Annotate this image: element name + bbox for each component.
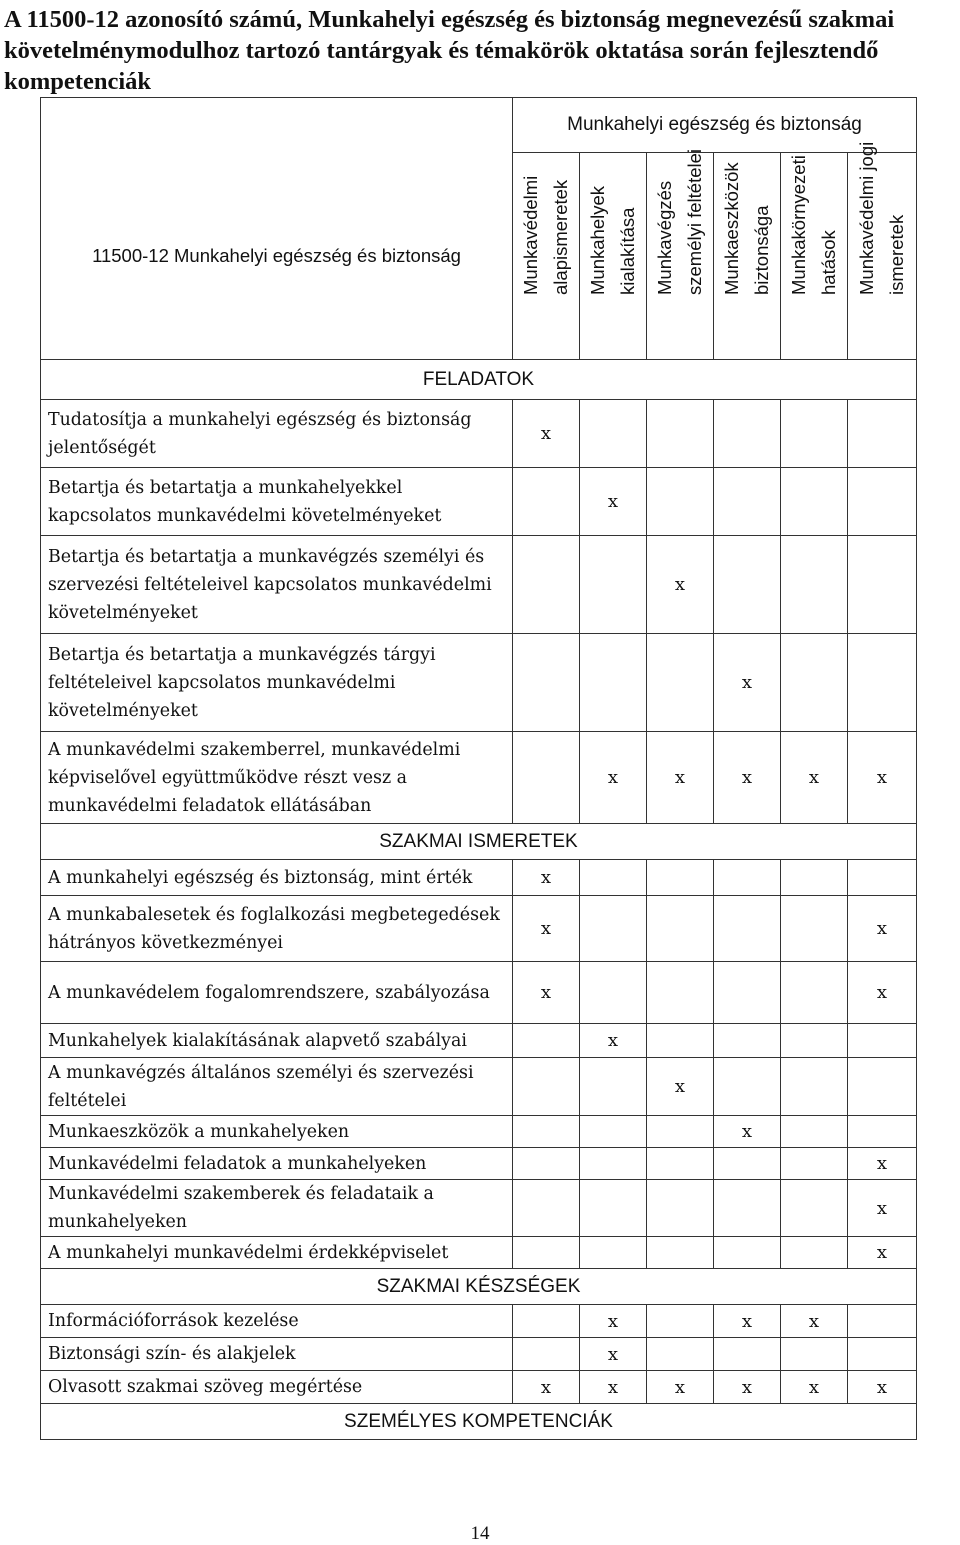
row-label: Információforrások kezelése <box>41 1305 513 1338</box>
mark-cell <box>714 1180 781 1237</box>
mark-cell <box>580 1148 647 1180</box>
mark-cell <box>647 1148 714 1180</box>
mark-cell <box>848 860 917 896</box>
mark-cell: x <box>848 1371 917 1404</box>
mark-cell <box>848 1116 917 1148</box>
mark-cell: x <box>580 1024 647 1058</box>
mark-cell: x <box>513 400 580 468</box>
mark-cell <box>848 1058 917 1116</box>
table-row <box>41 1058 917 1116</box>
mark-cell: x <box>513 1371 580 1404</box>
section-title: SZAKMAI ISMERETEK <box>41 824 917 860</box>
mark-cell <box>580 860 647 896</box>
mark-cell: x <box>647 732 714 824</box>
mark-cell <box>714 860 781 896</box>
mark-cell <box>781 1338 848 1371</box>
mark-cell <box>781 1180 848 1237</box>
mark-cell <box>714 1058 781 1116</box>
table-row <box>41 1024 917 1058</box>
column-header-line: Munkakörnyezeti <box>788 155 809 295</box>
mark-cell <box>781 860 848 896</box>
mark-cell <box>513 1180 580 1237</box>
table-row <box>41 962 917 1024</box>
mark-cell <box>580 536 647 634</box>
mark-cell <box>647 400 714 468</box>
mark-cell <box>513 1116 580 1148</box>
mark-cell: x <box>714 634 781 732</box>
mark-cell: x <box>513 860 580 896</box>
mark-cell <box>781 1024 848 1058</box>
table-row <box>41 732 917 824</box>
mark-cell: x <box>580 1305 647 1338</box>
mark-cell <box>647 634 714 732</box>
table-row <box>41 1116 917 1148</box>
table-row <box>41 1305 917 1338</box>
mark-cell <box>647 962 714 1024</box>
mark-cell <box>714 896 781 962</box>
mark-cell <box>513 1058 580 1116</box>
mark-cell: x <box>647 536 714 634</box>
mark-cell <box>580 896 647 962</box>
mark-cell: x <box>513 896 580 962</box>
mark-cell <box>580 1237 647 1269</box>
mark-cell <box>513 732 580 824</box>
column-header-line: biztonsága <box>751 205 772 295</box>
section-title: SZAKMAI KÉSZSÉGEK <box>41 1269 917 1305</box>
mark-cell <box>848 634 917 732</box>
row-label: Betartja és betartatja a munkavégzés tárgyi feltételeivel kapcsolatos munkavédelmi követelményeket <box>41 634 513 732</box>
mark-cell <box>848 536 917 634</box>
column-header-line: személyi feltételei <box>684 148 705 295</box>
mark-cell: x <box>714 1371 781 1404</box>
mark-cell <box>513 1338 580 1371</box>
subject-title: Munkahelyi egészség és biztonság <box>513 98 917 153</box>
mark-cell <box>513 1237 580 1269</box>
mark-cell <box>580 1058 647 1116</box>
mark-cell <box>714 468 781 536</box>
mark-cell: x <box>647 1371 714 1404</box>
mark-cell <box>513 468 580 536</box>
mark-cell <box>781 634 848 732</box>
mark-cell: x <box>580 1371 647 1404</box>
mark-cell <box>513 1305 580 1338</box>
mark-cell: x <box>781 1371 848 1404</box>
row-label: A munkahelyi egészség és biztonság, mint érték <box>41 860 513 896</box>
mark-cell <box>647 1116 714 1148</box>
mark-cell <box>781 1058 848 1116</box>
row-label: Olvasott szakmai szöveg megértése <box>41 1371 513 1404</box>
mark-cell: x <box>848 1148 917 1180</box>
mark-cell: x <box>714 732 781 824</box>
table-row <box>41 1180 917 1237</box>
mark-cell <box>647 1024 714 1058</box>
row-label: Tudatosítja a munkahelyi egészség és biztonság jelentőségét <box>41 400 513 468</box>
row-label: Munkahelyek kialakításának alapvető szabályai <box>41 1024 513 1058</box>
column-header-line: Munkavégzés <box>654 180 675 295</box>
mark-cell <box>647 468 714 536</box>
section-title: SZEMÉLYES KOMPETENCIÁK <box>41 1404 917 1440</box>
mark-cell <box>513 1024 580 1058</box>
column-header <box>781 153 848 360</box>
mark-cell: x <box>781 1305 848 1338</box>
column-header-line: Munkavédelmi <box>520 175 541 295</box>
mark-cell <box>647 1180 714 1237</box>
mark-cell <box>580 1180 647 1237</box>
mark-cell <box>647 896 714 962</box>
mark-cell <box>647 1305 714 1338</box>
mark-cell <box>580 400 647 468</box>
mark-cell <box>781 1116 848 1148</box>
mark-cell <box>781 896 848 962</box>
table-row <box>41 1148 917 1180</box>
row-label: A munkavédelmi szakemberrel, munkavédelmi képviselővel együttműködve részt vesz a munkavédelmi feladatok ellátásában <box>41 732 513 824</box>
section-title: FELADATOK <box>41 360 917 400</box>
mark-cell <box>714 962 781 1024</box>
column-header-line: Munkahelyek <box>587 185 608 295</box>
mark-cell: x <box>647 1058 714 1116</box>
mark-cell <box>848 1305 917 1338</box>
table-row <box>41 1371 917 1404</box>
page-number: 14 <box>470 1523 490 1544</box>
mark-cell: x <box>580 732 647 824</box>
table-row <box>41 1237 917 1269</box>
mark-cell <box>781 1148 848 1180</box>
mark-cell: x <box>848 962 917 1024</box>
competency-table <box>40 97 917 1440</box>
row-label: A munkavédelem fogalomrendszere, szabályozása <box>41 962 513 1024</box>
column-header <box>714 153 781 360</box>
row-label: Betartja és betartatja a munkavégzés személyi és szervezési feltételeivel kapcsolatos munkavédelmi követelményeket <box>41 536 513 634</box>
mark-cell <box>714 1237 781 1269</box>
mark-cell <box>580 634 647 732</box>
mark-cell <box>580 1116 647 1148</box>
row-label: A munkahelyi munkavédelmi érdekképviselet <box>41 1237 513 1269</box>
mark-cell <box>781 536 848 634</box>
page-heading: A 11500-12 azonosító számú, Munkahelyi egészség és biztonság megnevezésű szakmai követelménymodulhoz tartozó tantárgyak és témakörök oktatása során fejlesztendő kompetenciák <box>4 6 895 95</box>
row-label: Munkavédelmi feladatok a munkahelyeken <box>41 1148 513 1180</box>
table-row <box>41 896 917 962</box>
row-label: A munkabalesetek és foglalkozási megbetegedések hátrányos következményei <box>41 896 513 962</box>
column-header <box>513 153 580 360</box>
mark-cell <box>647 1237 714 1269</box>
mark-cell <box>781 400 848 468</box>
mark-cell <box>714 1148 781 1180</box>
column-header-line: kialakítása <box>617 207 638 295</box>
mark-cell <box>781 468 848 536</box>
module-title: 11500-12 Munkahelyi egészség és biztonság <box>41 153 513 360</box>
mark-cell <box>714 400 781 468</box>
mark-cell: x <box>848 1180 917 1237</box>
mark-cell <box>848 1338 917 1371</box>
column-header-line: Munkaeszközök <box>721 162 742 295</box>
row-label: Biztonsági szín- és alakjelek <box>41 1338 513 1371</box>
column-header <box>647 148 714 360</box>
mark-cell: x <box>513 962 580 1024</box>
mark-cell <box>781 962 848 1024</box>
mark-cell <box>848 1024 917 1058</box>
mark-cell <box>781 1237 848 1269</box>
column-header-line: Munkavédelmi jogi <box>856 141 877 295</box>
column-header-line: alapismeretek <box>550 179 571 295</box>
row-label: Betartja és betartatja a munkahelyekkel kapcsolatos munkavédelmi követelményeket <box>41 468 513 536</box>
column-header <box>848 141 917 360</box>
mark-cell <box>848 400 917 468</box>
mark-cell <box>714 1024 781 1058</box>
row-label: A munkavégzés általános személyi és szervezési feltételei <box>41 1058 513 1116</box>
column-header <box>580 153 647 360</box>
mark-cell: x <box>848 1237 917 1269</box>
mark-cell <box>513 634 580 732</box>
column-header-line: ismeretek <box>886 214 907 295</box>
mark-cell <box>647 1338 714 1371</box>
corner-blank <box>41 98 513 153</box>
table-row <box>41 468 917 536</box>
table-row <box>41 400 917 468</box>
mark-cell <box>647 860 714 896</box>
mark-cell: x <box>781 732 848 824</box>
mark-cell: x <box>714 1116 781 1148</box>
mark-cell <box>714 1338 781 1371</box>
mark-cell: x <box>580 1338 647 1371</box>
table-row <box>41 536 917 634</box>
row-label: Munkaeszközök a munkahelyeken <box>41 1116 513 1148</box>
column-header-line: hatások <box>818 230 839 295</box>
mark-cell <box>513 536 580 634</box>
mark-cell: x <box>580 468 647 536</box>
table-row <box>41 860 917 896</box>
mark-cell <box>714 536 781 634</box>
row-label: Munkavédelmi szakemberek és feladataik a munkahelyeken <box>41 1180 513 1237</box>
mark-cell: x <box>714 1305 781 1338</box>
table-row <box>41 634 917 732</box>
mark-cell: x <box>848 732 917 824</box>
table-row <box>41 1338 917 1371</box>
mark-cell <box>513 1148 580 1180</box>
mark-cell <box>580 962 647 1024</box>
mark-cell: x <box>848 896 917 962</box>
mark-cell <box>848 468 917 536</box>
